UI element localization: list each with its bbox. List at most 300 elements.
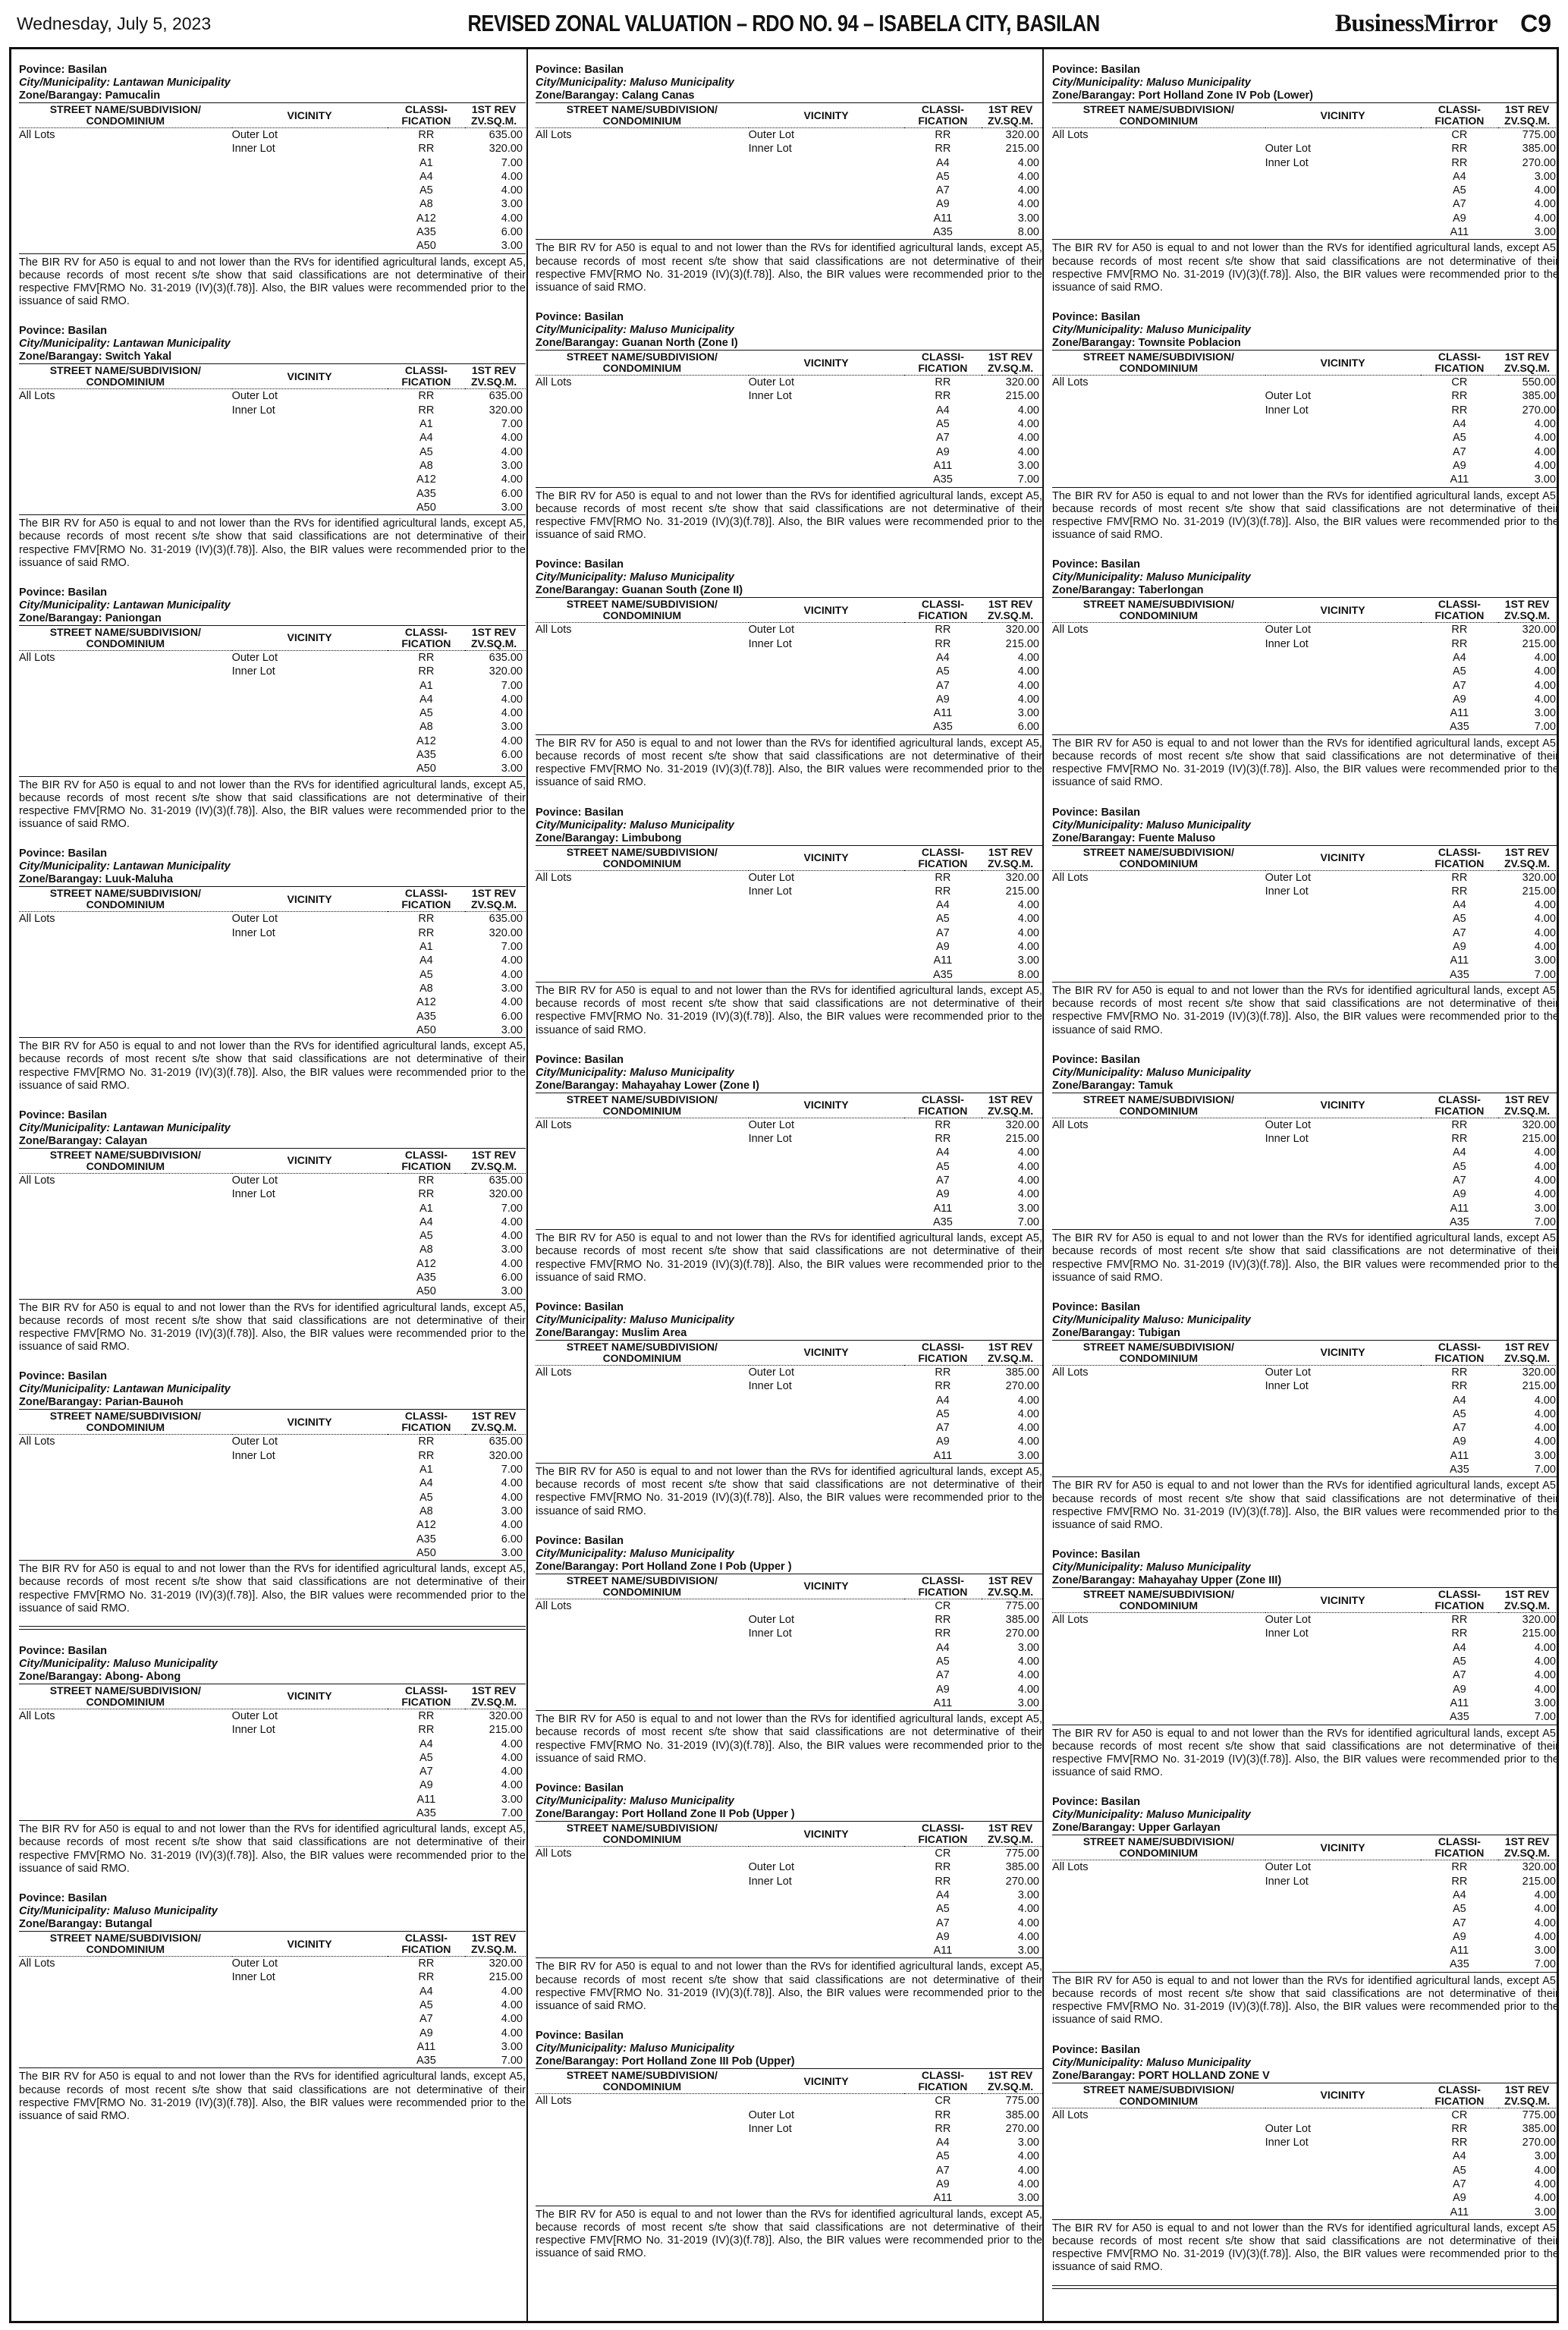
table-row [19,1765,526,1778]
table-row [19,487,526,501]
classification-cell: A5 [419,445,433,458]
street-cell [536,473,749,487]
classification-cell: A5 [935,665,950,678]
municipality-label: City/Municipality: Maluso Municipality [1052,1066,1251,1079]
table-row [536,926,1042,940]
table-row [536,1379,1042,1393]
province-label: Povince: Basilan [19,1644,108,1657]
classification-cell: A8 [419,1505,433,1517]
table-row [536,1875,1042,1888]
classification-cell: A5 [419,1998,433,2011]
table-row [1052,197,1559,211]
vicinity-header: VICINITY [749,1574,904,1599]
street-header: STREET NAME/SUBDIVISION/ CONDOMINIUM [1052,1588,1265,1613]
street-header: STREET NAME/SUBDIVISION/ CONDOMINIUM [536,845,749,870]
street-cell: All Lots [1052,1861,1089,1874]
valuation-table [1052,1340,1559,1477]
classification-cell: A9 [1452,693,1466,706]
street-cell [1052,693,1265,706]
classification-cell: A9 [935,941,950,954]
street-cell [19,1229,232,1243]
zv-cell: 3.00 [501,1793,523,1806]
street-header: STREET NAME/SUBDIVISION/ CONDOMINIUM [536,1093,749,1118]
street-cell [536,1627,749,1640]
classification-cell: RR [935,637,951,650]
table-row [536,2108,1042,2122]
table-row [536,1146,1042,1159]
table-row [536,2094,1042,2108]
table-row [536,1902,1042,1916]
vicinity-cell: Outer Lot [1265,1861,1312,1874]
vicinity-header: VICINITY [749,1340,904,1365]
classification-cell: A8 [419,459,433,472]
municipality-label: City/Municipality: Lantawan Municipality [19,860,231,873]
zv-cell: 4.00 [1534,445,1556,458]
barangay-label: Zone/Barangay: Guanan North (Zone I) [536,337,738,350]
table-row [536,1930,1042,1944]
municipality-label: City/Municipality: Maluso Municipality [536,1547,734,1560]
vicinity-cell [232,1257,388,1271]
zv-header: 1ST REV ZV.SQ.M. [1498,1093,1559,1118]
zv-cell: 3.00 [1017,212,1039,225]
street-header: STREET NAME/SUBDIVISION/ CONDOMINIUM [1052,1340,1265,1365]
header-row [1052,1588,1559,1613]
classification-cell: A1 [419,941,433,954]
vicinity-cell [749,720,904,734]
table-row [1052,870,1559,885]
vicinity-cell [232,940,388,954]
classification-cell: A11 [933,954,953,967]
rmo-note: The BIR RV for A50 is equal to and not lower than the RVs for identified agricultural lands, except A5, because records of most recent s/te show that said classifications are not determinative of their respective FMV[RMO No. 31-2019 (IV)(3)(f.78)]. Also, the BIR values were recommended prior to the issuance of said RMO. [536,489,1042,542]
street-cell [536,1944,749,1958]
valuation-table [536,845,1042,983]
barangay-label: Zone/Barangay: Butangal [19,1918,152,1931]
zv-cell: 4.00 [1534,1188,1556,1201]
table-row [1052,1613,1559,1627]
table-row [1052,1421,1559,1435]
classification-header: CLASSI- FICATION [388,1410,466,1435]
street-cell: All Lots [536,2095,572,2108]
vicinity-cell [232,734,388,748]
province-label: Povince: Basilan [19,1370,108,1383]
header-row [19,1932,526,1957]
classification-cell: A11 [1450,1449,1469,1462]
classification-cell: A4 [1452,1641,1466,1654]
table-row [19,720,526,734]
rmo-note: The BIR RV for A50 is equal to and not lower than the RVs for identified agricultural lands, except A5, because records of most recent s/te show that said classifications are not determinative of their respective FMV[RMO No. 31-2019 (IV)(3)(f.78)]. Also, the BIR values were recommended prior to the issuance of said RMO. [1052,1974,1559,2027]
zv-cell: 4.00 [1534,212,1556,225]
classification-cell: A4 [419,954,433,967]
classification-cell: A35 [416,749,436,762]
vicinity-cell: Outer Lot [748,376,795,389]
zv-cell: 320.00 [1522,1614,1556,1627]
province-label: Povince: Basilan [536,806,624,819]
classification-header: CLASSI- FICATION [388,1148,466,1173]
street-cell [19,1476,232,1490]
classification-cell: RR [935,1366,951,1379]
vicinity-cell [232,1985,388,1998]
zv-cell: 320.00 [489,1449,523,1462]
vicinity-cell: Outer Lot [1265,871,1312,884]
vicinity-cell: Outer Lot [748,1118,795,1131]
street-cell [536,1655,749,1668]
classification-cell: RR [935,624,951,637]
vicinity-cell [232,1024,388,1038]
vicinity-cell [1265,2206,1421,2220]
street-header: STREET NAME/SUBDIVISION/ CONDOMINIUM [19,364,232,389]
vicinity-cell [232,1243,388,1256]
table-row [19,142,526,156]
zv-cell: 4.00 [1534,693,1556,706]
header-row [536,1093,1042,1118]
rmo-note: The BIR RV for A50 is equal to and not lower than the RVs for identified agricultural lands, except A5, because records of most recent s/te show that said classifications are not determinative of their respective FMV[RMO No. 31-2019 (IV)(3)(f.78)]. Also, the BIR values were recommended prior to the issuance of said RMO. [19,778,526,831]
zv-cell: 3.00 [465,1024,526,1038]
table-body [536,870,1042,982]
classification-cell: A50 [388,762,466,776]
zv-header: 1ST REV ZV.SQ.M. [982,1093,1042,1118]
province-label: Povince: Basilan [536,1300,624,1313]
street-cell [536,1930,749,1944]
zv-cell: 3.00 [1498,473,1559,487]
street-cell [536,142,749,156]
table-row [536,431,1042,445]
street-cell [19,1243,232,1256]
table-row [1052,473,1559,487]
zv-cell: 3.00 [465,239,526,253]
zv-cell: 4.00 [1017,2150,1039,2163]
table-body [536,1599,1042,1710]
street-cell: All Lots [19,129,55,141]
classification-cell: A4 [1452,1888,1466,1901]
zv-cell: 3.00 [1017,459,1039,472]
zv-cell: 4.00 [1534,1160,1556,1173]
table-row [1052,706,1559,720]
street-cell [19,734,232,748]
page-title: REVISED ZONAL VALUATION – RDO NO. 94 – ISABELA CITY, BASILAN [467,10,1101,36]
table-body [1052,1365,1559,1476]
vicinity-header: VICINITY [1265,1835,1421,1860]
zv-cell: 4.00 [1017,1656,1039,1668]
barangay-label: Zone/Barangay: Port Holland Zone II Pob (Upper ) [536,1808,795,1821]
header-row [536,1574,1042,1599]
zv-cell: 320.00 [489,1957,523,1970]
table-row [536,212,1042,225]
street-cell [536,1174,749,1187]
table-row [1052,1668,1559,1682]
barangay-label: Zone/Barangay: Upper Garlayan [1052,1822,1221,1835]
street-cell [1052,2206,1265,2220]
zv-header: 1ST REV ZV.SQ.M. [982,1822,1042,1847]
zv-cell: 4.00 [1534,651,1556,664]
zv-cell: 4.00 [1017,1669,1039,1682]
street-cell [536,954,749,967]
vicinity-cell [232,1765,388,1778]
zv-cell: 7.00 [501,941,523,954]
classification-cell: A35 [416,1272,436,1284]
table-row [1052,968,1559,983]
table-row [1052,2191,1559,2205]
vicinity-header: VICINITY [749,103,904,128]
table-row [19,501,526,515]
vicinity-header: VICINITY [232,1932,388,1957]
classification-cell: A9 [1452,2192,1466,2205]
rmo-note: The BIR RV for A50 is equal to and not lower than the RVs for identified agricultural lands, except A5, because records of most recent s/te show that said classifications are not determinative of their respective FMV[RMO No. 31-2019 (IV)(3)(f.78)]. Also, the BIR values were recommended prior to the issuance of said RMO. [536,1466,1042,1517]
street-header: STREET NAME/SUBDIVISION/ CONDOMINIUM [19,1148,232,1173]
vicinity-cell: Inner Lot [748,390,792,403]
street-cell [19,940,232,954]
vicinity-cell [232,748,388,762]
street-cell [19,1284,232,1299]
valuation-table [1052,102,1559,240]
valuation-table [19,1684,526,1821]
zone-entry [536,64,1042,294]
municipality-label: City/Municipality: Lantawan Municipality [19,338,231,351]
table-row [536,940,1042,954]
street-cell [1052,1215,1265,1230]
zone-entry [1052,1054,1559,1284]
classification-cell: A5 [935,418,950,431]
classification-cell: A4 [1452,1146,1466,1159]
vicinity-cell [749,404,904,417]
street-cell [536,693,749,706]
table-row [536,1132,1042,1146]
zv-cell: 635.00 [489,651,523,664]
zv-cell: 3.00 [1534,1202,1556,1215]
header-row [1052,103,1559,128]
table-row [19,1709,526,1723]
zv-cell: 7.00 [501,679,523,692]
classification-header: CLASSI- FICATION [904,1093,982,1118]
table-row [19,212,526,225]
classification-cell: CR [1451,2108,1468,2121]
classification-header: CLASSI- FICATION [388,625,466,650]
street-cell [1052,1957,1265,1972]
classification-cell: RR [1451,1875,1468,1888]
classification-cell: RR [935,1861,951,1874]
table-row [19,184,526,197]
valuation-table [19,363,526,515]
classification-cell: A35 [416,487,436,500]
classification-cell: A11 [1450,954,1469,967]
table-row [1052,1187,1559,1201]
street-cell [1052,1888,1265,1902]
zv-cell: 4.00 [1017,1435,1039,1448]
street-cell [19,1518,232,1532]
classification-cell: A11 [933,212,953,225]
zv-cell: 320.00 [489,404,523,417]
zv-cell: 385.00 [1005,1614,1039,1627]
zv-header: 1ST REV ZV.SQ.M. [1498,103,1559,128]
street-cell [536,1394,749,1407]
street-cell [536,1917,749,1930]
street-cell [536,1683,749,1696]
street-cell [536,2177,749,2191]
classification-header: CLASSI- FICATION [1421,1093,1499,1118]
table-row [1052,1917,1559,1930]
vicinity-cell [1265,1174,1421,1187]
header-row [536,103,1042,128]
street-cell [19,1449,232,1463]
zv-cell: 4.00 [1534,1917,1556,1929]
zv-cell: 3.00 [501,982,523,995]
classification-header: CLASSI- FICATION [1421,1588,1499,1613]
street-header: STREET NAME/SUBDIVISION/ CONDOMINIUM [536,2069,749,2094]
classification-cell: A35 [1421,1215,1499,1230]
header-row [536,2069,1042,2094]
province-label: Povince: Basilan [1052,311,1141,324]
vicinity-cell [232,170,388,184]
street-cell [19,459,232,473]
municipality-label: City/Municipality: Maluso Municipality [1052,819,1251,832]
vicinity-cell [232,1202,388,1215]
street-cell [536,445,749,459]
classification-cell: A9 [419,2027,433,2039]
vicinity-cell [232,679,388,693]
classification-cell: A5 [1452,913,1466,926]
street-cell [1052,1463,1265,1477]
zv-cell: 775.00 [1005,2095,1039,2108]
street-cell: All Lots [1052,624,1089,637]
municipality-label: City/Municipality: Lantawan Municipality [19,1383,231,1396]
zv-cell: 4.00 [1017,1903,1039,1916]
zv-cell: 385.00 [1522,390,1556,403]
vicinity-cell [749,665,904,678]
zv-cell: 4.00 [1534,1174,1556,1187]
classification-cell: RR [935,2122,951,2135]
street-cell [536,1146,749,1159]
zv-cell: 320.00 [1522,871,1556,884]
classification-cell: A35 [416,226,436,239]
table-row [536,885,1042,898]
classification-header: CLASSI- FICATION [904,845,982,870]
zv-cell: 385.00 [1005,1861,1039,1874]
zv-cell: 4.00 [1017,445,1039,458]
rmo-note: The BIR RV for A50 is equal to and not lower than the RVs for identified agricultural lands, except A5, because records of most recent s/te show that said classifications are not determinative of their respective FMV[RMO No. 31-2019 (IV)(3)(f.78)]. Also, the BIR values were recommended prior to the issuance of said RMO. [1052,1727,1559,1779]
table-row [536,1160,1042,1174]
street-cell [19,1271,232,1284]
classification-cell: A4 [419,1737,433,1750]
classification-cell: RR [418,1188,435,1201]
table-body [1052,870,1559,982]
table-row [19,1271,526,1284]
barangay-label: Zone/Barangay: Calang Canas [536,90,695,102]
vicinity-cell: Outer Lot [231,1709,278,1722]
table-row [536,1118,1042,1132]
municipality-label: City/Municipality: Maluso Municipality [1052,571,1251,584]
classification-cell: A7 [1452,198,1466,211]
classification-header: CLASSI- FICATION [1421,1340,1499,1365]
street-cell [536,1696,749,1711]
vicinity-cell [232,212,388,225]
province-label: Povince: Basilan [536,311,624,324]
street-cell [1052,706,1265,720]
vicinity-cell [1265,1902,1421,1916]
rmo-note: The BIR RV for A50 is equal to and not lower than the RVs for identified agricultural lands, except A5, because records of most recent s/te show that said classifications are not determinative of their respective FMV[RMO No. 31-2019 (IV)(3)(f.78)]. Also, the BIR values were recommended prior to the issuance of said RMO. [1052,737,1559,789]
zv-cell: 4.00 [1017,184,1039,197]
street-cell [536,1421,749,1435]
vicinity-cell [232,501,388,515]
rmo-note: The BIR RV for A50 is equal to and not lower than the RVs for identified agricultural lands, except A5, because records of most recent s/te show that said classifications are not determinative of their respective FMV[RMO No. 31-2019 (IV)(3)(f.78)]. Also, the BIR values were recommended prior to the issuance of said RMO. [19,1301,526,1354]
classification-cell: A35 [904,968,982,983]
zv-cell: 3.00 [1534,1945,1556,1957]
zone-entry [1052,1549,1559,1779]
vicinity-cell [749,1449,904,1464]
barangay-label: Zone/Barangay: Taberlongan [1052,584,1204,597]
zv-cell: 4.00 [1017,2164,1039,2177]
classification-cell: A4 [935,651,950,664]
vicinity-cell [749,1847,904,1861]
vicinity-cell [232,1491,388,1505]
street-header: STREET NAME/SUBDIVISION/ CONDOMINIUM [19,625,232,650]
zv-cell: 3.00 [501,198,523,211]
zv-cell: 4.00 [501,2027,523,2039]
street-cell [536,2191,749,2206]
classification-header: CLASSI- FICATION [388,1684,466,1709]
vicinity-cell: Inner Lot [231,404,275,417]
zv-cell: 7.00 [1498,1215,1559,1230]
classification-cell: A1 [419,418,433,431]
table-row [536,225,1042,240]
vicinity-cell: Outer Lot [231,1435,278,1448]
classification-cell: A5 [935,913,950,926]
street-cell: All Lots [536,871,572,884]
vicinity-cell [1265,2191,1421,2205]
table-row [1052,2122,1559,2136]
table-row [19,417,526,431]
zv-cell: 4.00 [1534,459,1556,472]
vicinity-cell [232,2040,388,2054]
vicinity-cell [749,1902,904,1916]
zv-cell: 4.00 [1017,1188,1039,1201]
street-cell [19,954,232,967]
zv-cell: 4.00 [501,184,523,197]
zv-cell: 4.00 [1017,1930,1039,1943]
table-row [19,389,526,404]
zv-cell: 775.00 [1005,1847,1039,1860]
vicinity-cell [1265,940,1421,954]
classification-cell: A5 [419,707,433,720]
classification-header: CLASSI- FICATION [904,103,982,128]
street-cell [19,1723,232,1737]
table-row [1052,651,1559,665]
classification-cell: A4 [935,899,950,912]
zv-cell: 270.00 [1005,1627,1039,1640]
street-cell [1052,679,1265,693]
classification-cell: A9 [935,1435,950,1448]
table-header [1052,598,1559,623]
classification-cell: A8 [419,982,433,995]
street-cell [1052,1146,1265,1159]
municipality-label: City/Municipality: Maluso Municipality [536,571,734,584]
street-header: STREET NAME/SUBDIVISION/ CONDOMINIUM [1052,2083,1265,2108]
street-cell [19,1778,232,1792]
classification-cell: A8 [419,1244,433,1256]
vicinity-cell [232,1751,388,1765]
classification-cell: A50 [388,1284,466,1299]
street-cell [1052,651,1265,665]
rmo-note: The BIR RV for A50 is equal to and not lower than the RVs for identified agricultural lands, except A5, because records of most recent s/te show that said classifications are not determinative of their respective FMV[RMO No. 31-2019 (IV)(3)(f.78)]. Also, the BIR values were recommended prior to the issuance of said RMO. [536,984,1042,1036]
table-row [1052,1132,1559,1146]
street-cell [1052,1627,1265,1640]
street-cell [1052,1187,1265,1201]
table-header [19,1410,526,1435]
zv-cell: 4.00 [1017,1917,1039,1929]
rmo-note: The BIR RV for A50 is equal to and not lower than the RVs for identified agricultural lands, except A5, because records of most recent s/te show that said classifications are not determinative of their respective FMV[RMO No. 31-2019 (IV)(3)(f.78)]. Also, the BIR values were recommended prior to the issuance of said RMO. [19,517,526,569]
street-cell [536,2136,749,2149]
vicinity-cell [232,197,388,211]
classification-cell: A12 [416,1519,436,1532]
classification-header: CLASSI- FICATION [904,1574,982,1599]
